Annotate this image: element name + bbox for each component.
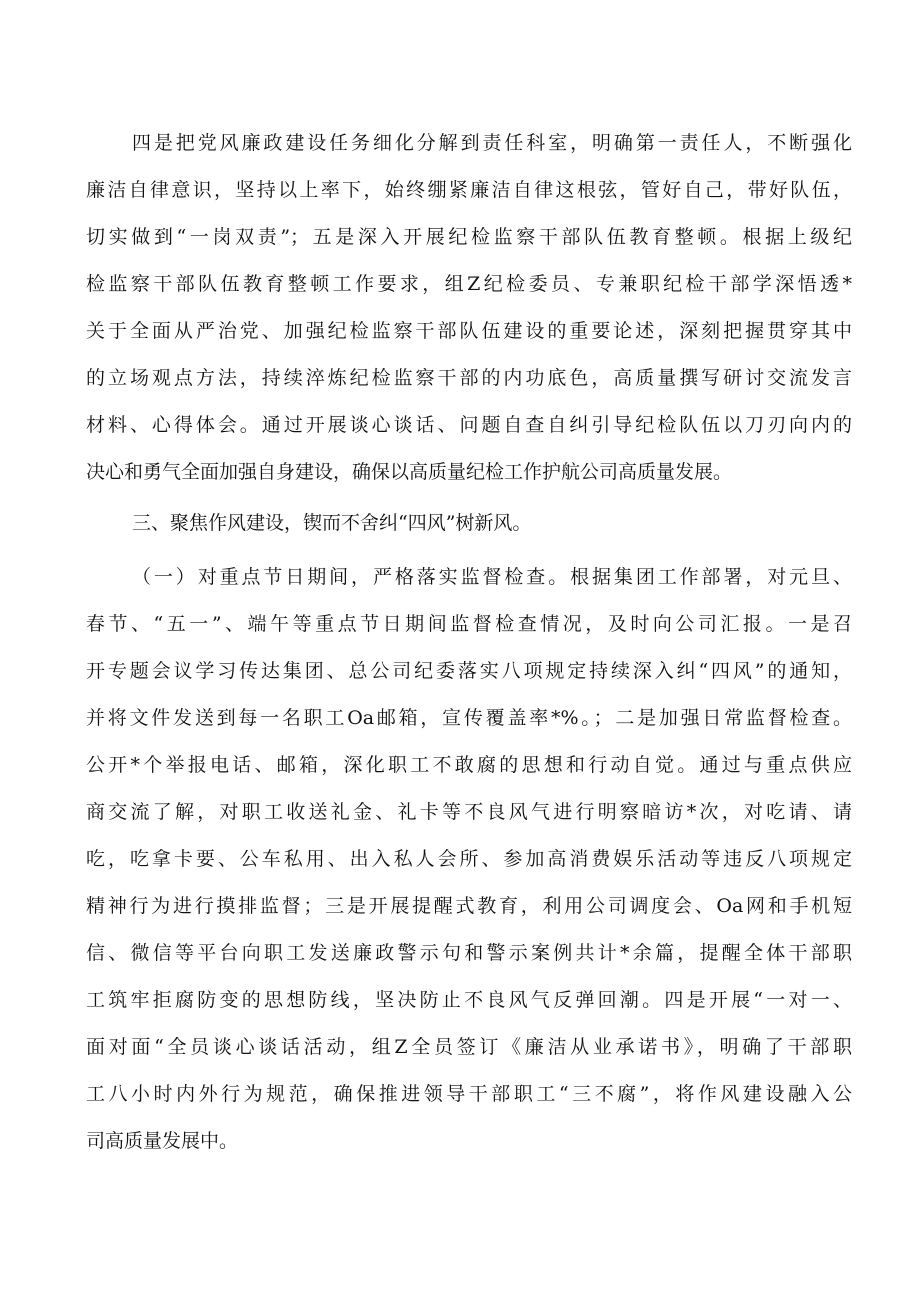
paragraph-line: 的立场观点方法，持续淬炼纪检监察干部的内功底色，高质量撰写研讨交流发言 <box>86 367 852 389</box>
paragraph-line: 检监察干部队伍教育整顿工作要求，组Z纪检委员、专兼职纪检干部学深悟透* <box>86 273 852 295</box>
paragraph-line: 商交流了解，对职工收送礼金、礼卡等不良风气进行明察暗访*次，对吃请、请 <box>86 801 852 823</box>
paragraph-line: 公开*个举报电话、邮箱，深化职工不敢腐的思想和行动自觉。通过与重点供应 <box>86 754 852 776</box>
paragraph-line: 廉洁自律意识，坚持以上率下，始终绷紧廉洁自律这根弦，管好自己，带好队伍， <box>86 179 852 201</box>
paragraph-line: 四是把党风廉政建设任务细化分解到责任科室，明确第一责任人，不断强化 <box>132 132 852 154</box>
paragraph-line: 关于全面从严治党、加强纪检监察干部队伍建设的重要论述，深刻把握贯穿其中 <box>86 320 852 342</box>
paragraph-line: 并将文件发送到每一名职工Oa邮箱，宣传覆盖率*%。；二是加强日常监督检查。 <box>86 707 852 729</box>
paragraph-line: 决心和勇气全面加强自身建设，确保以高质量纪检工作护航公司高质量发展。 <box>86 461 733 483</box>
paragraph-line: 精神行为进行摸排监督；三是开展提醒式教育，利用公司调度会、Oa网和手机短 <box>86 895 852 917</box>
paragraph-line: 春节、“五一”、端午等重点节日期间监督检查情况，及时向公司汇报。一是召 <box>86 613 852 635</box>
paragraph-line: 切实做到“一岗双责”；五是深入开展纪检监察干部队伍教育整顿。根据上级纪 <box>86 226 852 248</box>
paragraph-line: 信、微信等平台向职工发送廉政警示句和警示案例共计*余篇，提醒全体干部职 <box>86 942 852 964</box>
paragraph-line: 工筑牢拒腐防变的思想防线，坚决防止不良风气反弹回潮。四是开展“一对一、 <box>86 989 852 1011</box>
paragraph-line: 司高质量发展中。 <box>86 1130 239 1152</box>
paragraph-line: 开专题会议学习传达集团、总公司纪委落实八项规定持续深入纠“四风”的通知， <box>86 660 852 682</box>
paragraph-line: 材料、心得体会。通过开展谈心谈话、问题自查自纠引导纪检队伍以刀刃向内的 <box>86 414 852 436</box>
paragraph-line: （一）对重点节日期间，严格落实监督检查。根据集团工作部署，对元旦、 <box>132 566 852 588</box>
paragraph-line: 工八小时内外行为规范，确保推进领导干部职工“三不腐”，将作风建设融入公 <box>86 1083 852 1105</box>
section-heading: 三、聚焦作风建设，锲而不舍纠“四风”树新风。 <box>132 512 532 534</box>
paragraph-line: 吃，吃拿卡要、公车私用、出入私人会所、参加高消费娱乐活动等违反八项规定 <box>86 848 852 870</box>
paragraph-line: 面对面“全员谈心谈话活动，组Z全员签订《廉洁从业承诺书》，明确了干部职 <box>86 1036 852 1058</box>
